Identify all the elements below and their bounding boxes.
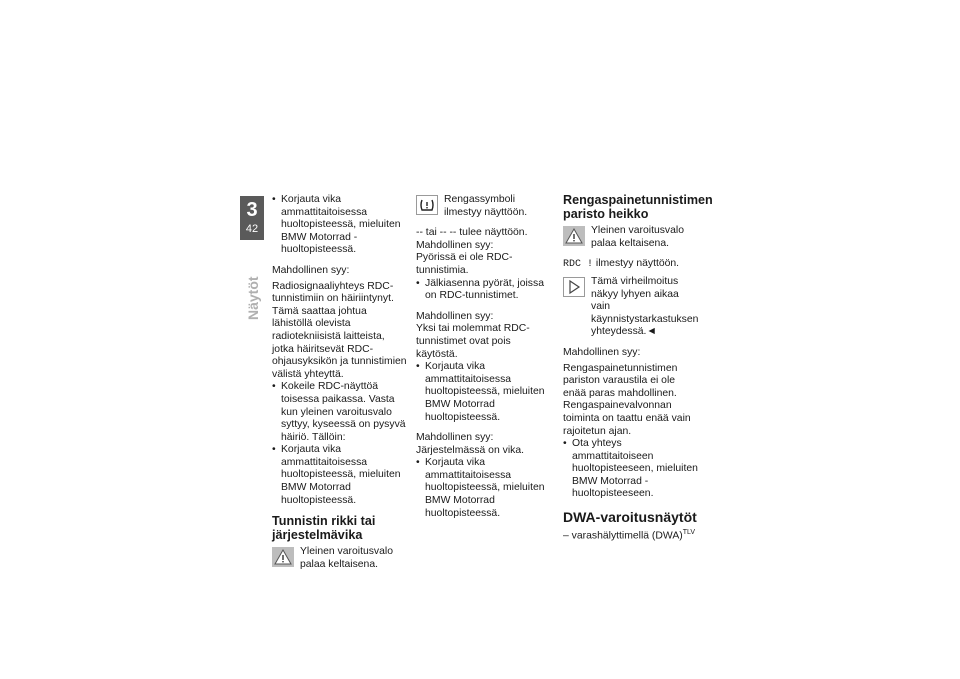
warning-row: [272, 546, 408, 571]
column-2: [416, 194, 552, 520]
list-item: • Ota yhteys ammattitaitoiseen huoltopisteeseen, mieluiten BMW Motorrad -huoltopisteeseen.: [563, 438, 699, 501]
warning-text: Yleinen varoitusvalo palaa keltaisena.: [591, 225, 684, 249]
list-item: • Korjauta vika ammattitaitoisessa huoltopisteessä, mieluiten BMW Motorrad huoltopisteessä.: [416, 457, 552, 520]
cause-text: Yksi tai molemmat RDC-tunnistimet ovat pois käytöstä.: [416, 323, 530, 360]
list-item: • Korjauta vika ammattitaitoisessa huoltopisteessä, mieluiten BMW Motorrad huoltopisteessä.: [416, 361, 552, 424]
warning-row: [563, 225, 699, 250]
cause-label: Mahdollinen syy:: [416, 310, 494, 322]
list-item: • Jälkiasenna pyörät, joissa on RDC-tunnistimet.: [416, 278, 552, 303]
column-3: [563, 193, 713, 543]
cause-label: Mahdollinen syy:: [272, 264, 350, 276]
warning-icon: [563, 226, 585, 246]
cause-text: Radiosignaaliyhteys RDC-tunnistimiin on häiriintynyt. Tämä saattaa johtua lähistöllä olevista radiotekniisistä laitteista, jotka häiritsevät RDC-ohjausyksikön ja tunnistimien välistä yhteyttä.: [272, 280, 407, 380]
warning-text: Yleinen varoitusvalo palaa keltaisena.: [300, 546, 393, 571]
page-number: 42: [245, 223, 259, 235]
section-heading: Tunnistin rikki tai järjestelmävika: [272, 514, 376, 542]
info-text: Tämä virheilmoitus näkyy lyhyen aikaa vain käynnistystarkastuksen yhteydessä.◄: [591, 275, 699, 338]
section-heading: Rengaspainetunnistimen paristo heikko: [563, 193, 713, 221]
info-row: [563, 276, 699, 339]
info-triangle-icon: [563, 277, 585, 297]
cause-text: Järjestelmässä on vika.: [416, 444, 524, 456]
list-item: • Kokeile RDC-näyttöä toisessa paikassa. Vasta kun yleinen varoitusvalo syttyy, kyseessä on pysyvä häiriö. Tällöin:: [272, 381, 408, 444]
cause-label: Mahdollinen syy:: [563, 346, 641, 358]
list-item: • Korjauta vika ammattitaitoisessa huoltopisteessä, mieluiten BMW Motorrad -huoltopisteessä.: [272, 194, 408, 257]
column-1: [272, 194, 408, 572]
tyre-symbol-text: Rengassymboli ilmestyy näyttöön.: [444, 194, 528, 218]
rdc-code: RDC !: [563, 259, 594, 271]
section-heading: DWA-varoitusnäytöt: [563, 509, 697, 526]
tyre-symbol-row: [416, 194, 552, 219]
dashes-text: -- tai -- -- tulee näyttöön.: [416, 227, 528, 239]
dwa-superscript: TLV: [682, 529, 696, 537]
cause-text: Rengaspainetunnistimen pariston varaustila ei ole enää paras mahdollinen. Rengaspainevalvonnan toiminta on taattu enää vain rajoitetun ajan.: [563, 362, 691, 437]
rdc-text: ilmestyy näyttöön.: [595, 258, 680, 270]
list-item: • Korjauta vika ammattitaitoisessa huoltopisteessä, mieluiten BMW Motorrad huoltopisteessä.: [272, 444, 408, 507]
dwa-text: – varashälyttimellä (DWA): [563, 530, 683, 542]
cause-label: Mahdollinen syy:: [416, 432, 494, 444]
warning-icon: [272, 547, 294, 567]
chapter-tab: [240, 196, 264, 240]
cause-text: Pyörissä ei ole RDC-tunnistimia.: [416, 252, 513, 276]
cause-label: Mahdollinen syy:: [416, 239, 494, 251]
chapter-label: Näytöt: [245, 276, 261, 320]
chapter-number: 3: [246, 199, 258, 221]
tyre-pressure-icon: [416, 195, 438, 215]
